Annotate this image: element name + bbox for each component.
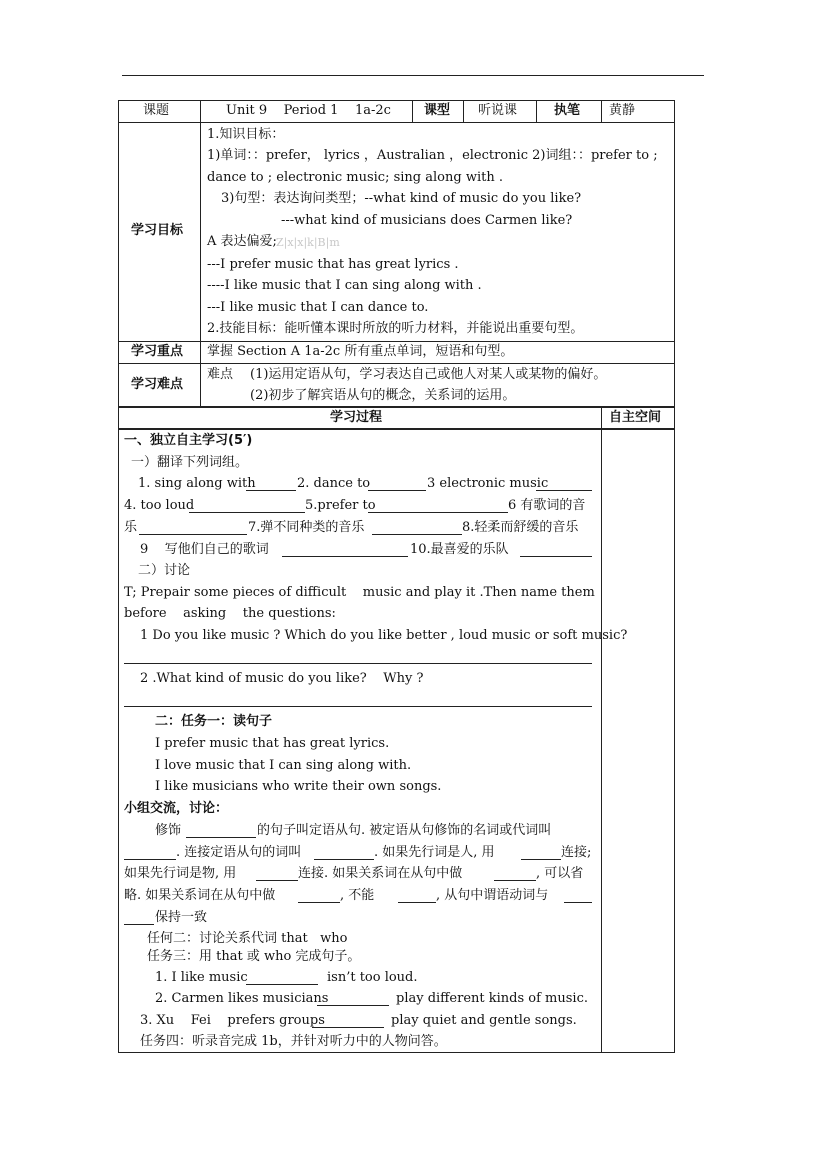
- task-title: 任何二：讨论关系代词 that who: [147, 931, 348, 946]
- difficulty-line: (1)运用定语从句，学习表达自己或他人对某人或某物的偏好。: [250, 367, 607, 382]
- key-points-label: 学习重点: [131, 344, 184, 359]
- grammar-text: , 不能: [340, 888, 375, 903]
- answer-line[interactable]: [124, 663, 592, 664]
- group-discussion-title: 小组交流，讨论：: [124, 801, 229, 816]
- goal-line: dance to ; electronic music; sing along with .: [207, 170, 503, 185]
- author-value: 黄静: [609, 103, 636, 118]
- goals-label: 学习目标: [131, 223, 184, 238]
- blank[interactable]: [246, 984, 318, 985]
- subsection-title: 一）翻译下列词组。: [131, 455, 249, 470]
- phrase-item: 9 写他们自己的歌词: [140, 542, 269, 557]
- goal-line: 1)单词：：prefer， lyrics ，Australian ，electronic 2)词组：：prefer to ;: [207, 148, 658, 163]
- phrase-item: 6 有歌词的音: [508, 498, 586, 513]
- goal-line: ---what kind of musicians does Carmen like?: [281, 213, 573, 228]
- teacher-note: T; Prepair some pieces of difficult music and play it .Then name them: [124, 585, 595, 600]
- task-title: 二：任务一：读句子: [155, 714, 273, 729]
- phrase-item: 4. too loud: [124, 498, 195, 513]
- subsection-title: 二）讨论: [138, 563, 191, 578]
- label-type: 课型: [424, 103, 451, 118]
- label-author: 执笔: [554, 103, 581, 118]
- phrase-item: 8.轻柔而舒缓的音乐: [462, 520, 579, 535]
- difficulty-line: (2)初步了解宾语从句的概念，关系词的运用。: [250, 388, 516, 403]
- grammar-text: 修饰: [155, 823, 182, 838]
- phrase-item: 2. dance to: [297, 476, 371, 491]
- goal-line: 1.知识目标：: [207, 127, 285, 142]
- goal-line: 3)句型：表达询问类型；--what kind of music do you like?: [221, 191, 582, 206]
- completion-sentence: 1. I like music: [155, 970, 248, 985]
- grammar-text: 连接. 如果关系词在从句中做: [298, 866, 463, 881]
- key-points-text: 掌握 Section A 1a-2c 所有重点单词，短语和句型。: [207, 344, 514, 359]
- grammar-text: . 连接定语从句的词叫: [176, 845, 302, 860]
- goal-line: A 表达偏爱;: [207, 234, 277, 249]
- grammar-text: 连接;: [561, 845, 592, 860]
- completion-sentence: play different kinds of music.: [396, 991, 588, 1006]
- completion-sentence: 3. Xu Fei prefers groups: [140, 1013, 325, 1028]
- grammar-text: 保持一致: [155, 910, 208, 925]
- grammar-text: 的句子叫定语从句. 被定语从句修饰的名词或代词叫: [257, 823, 552, 838]
- grammar-text: 如果先行词是物, 用: [124, 866, 237, 881]
- reading-sentence: I prefer music that has great lyrics.: [155, 736, 390, 751]
- process-header-row: [118, 407, 675, 429]
- difficulties-prefix: 难点: [207, 367, 234, 382]
- side-space-title: 自主空间: [609, 410, 662, 425]
- task-title: 任务四：听录音完成 1b，并针对听力中的人物问答。: [140, 1034, 447, 1049]
- goal-line: ---I prefer music that has great lyrics .: [207, 257, 459, 272]
- completion-sentence: isn’t too loud.: [327, 970, 418, 985]
- reading-sentence: I like musicians who write their own songs.: [155, 779, 442, 794]
- top-rule: [122, 75, 704, 76]
- grammar-text: , 可以省: [536, 866, 584, 881]
- goal-line: 2.技能目标：能听懂本课时所放的听力材料，并能说出重要句型。: [207, 321, 584, 336]
- answer-line[interactable]: [124, 706, 592, 707]
- discussion-question: 2 .What kind of music do you like? Why ?: [140, 671, 424, 686]
- process-title: 学习过程: [330, 410, 383, 425]
- section-title: 一、独立自主学习(5′): [124, 433, 253, 448]
- phrase-item: 10.最喜爱的乐队: [410, 542, 509, 557]
- grammar-text: , 从句中谓语动词与: [436, 888, 549, 903]
- blank[interactable]: [317, 1005, 389, 1006]
- discussion-question: 1 Do you like music ? Which do you like better , loud music or soft music?: [140, 628, 628, 643]
- phrase-item: 3 electronic music: [427, 476, 549, 491]
- completion-sentence: 2. Carmen likes musicians: [155, 991, 329, 1006]
- type-value: 听说课: [478, 103, 518, 118]
- phrase-item: 乐: [124, 520, 138, 535]
- phrase-item: 5.prefer to: [305, 498, 376, 513]
- topic-value: Unit 9 Period 1 1a-2c: [226, 103, 391, 118]
- completion-sentence: play quiet and gentle songs.: [391, 1013, 577, 1028]
- phrase-item: 7.弹不同种类的音乐: [248, 520, 365, 535]
- label-topic: 课题: [143, 103, 170, 118]
- grammar-text: . 如果先行词是人, 用: [374, 845, 495, 860]
- goal-line: ---I like music that I can dance to.: [207, 300, 429, 315]
- watermark: Z|x|x|k|B|m: [276, 236, 340, 249]
- grammar-text: 略. 如果关系词在从句中做: [124, 888, 276, 903]
- goal-line: ----I like music that I can sing along with .: [207, 278, 482, 293]
- task-title: 任务三：用 that 或 who 完成句子。: [147, 949, 361, 964]
- teacher-note: before asking the questions:: [124, 606, 336, 621]
- reading-sentence: I love music that I can sing along with.: [155, 758, 412, 773]
- phrase-item: 1. sing along with: [138, 476, 256, 491]
- difficulties-label: 学习难点: [131, 377, 184, 392]
- blank[interactable]: [312, 1027, 384, 1028]
